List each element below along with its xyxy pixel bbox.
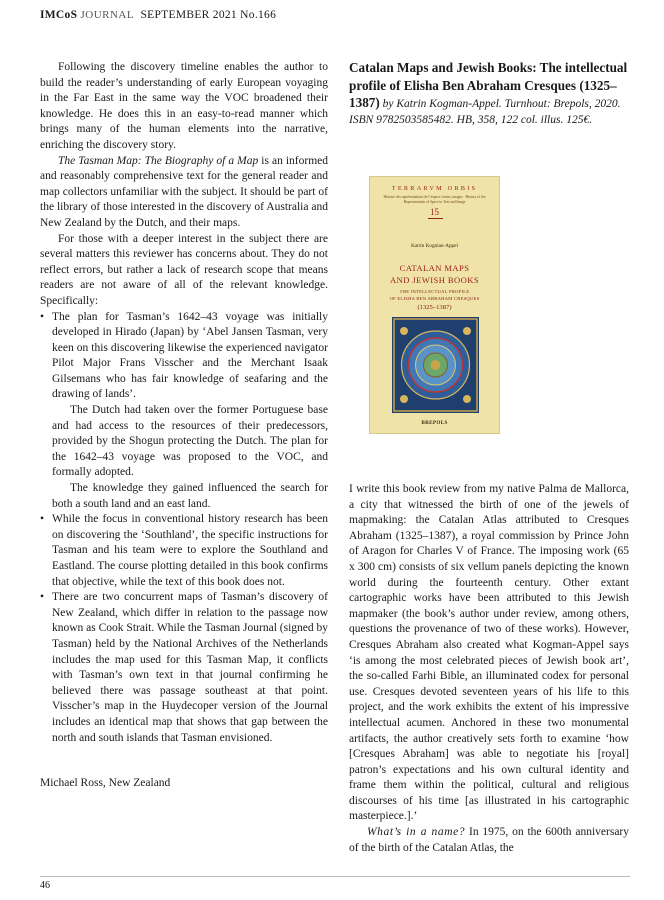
cover-illustration (392, 317, 479, 413)
cover-volume: 15 (430, 207, 439, 217)
corner-ornament (463, 327, 471, 335)
page-number: 46 (40, 880, 50, 891)
bullet-item (40, 590, 328, 746)
issue-label: SEPTEMBER 2021 No.166 (140, 9, 277, 21)
paragraph: I write this book review from my native Palma de Mallorca, a city that witnessed the birth of one of the jewels of mapmaking: the Catalan Atlas attributed to Cresques Abraham (1325–1387), a royal commission by Prince John of Aragon for Charles V of France. The imposing work (65 x 300 cm) consists of six vellum panels depicting the known world during the fourteenth century. Other extant cartographic works have been attributed to this Jewish mapmaker (the book’s author under review, among others, questions the provenance of two of these works). However, Cresques Abraham also created what Kogman-Appel says ‘is among the most celebrated pieces of Jewish book art’, the so-called Farhi Bible, an illuminated codex for personal use. Cresques devoted seventeen years of his life to this project, and the work exhibits the extent of his impressive intellectual acumen. Anchored in these two monumental artifacts, the author creatively sets forth to examine ‘how [Cresques Abraham] was able to negotiate his [royal] patron’s expectations and his own cultural identity and frame them within the political, cultural and religious discourses of his time [as illustrated in his cartographic masterpiece.].’ (349, 483, 629, 823)
bullet-icon: • (40, 591, 45, 604)
section-lead: What’s in a name? (367, 826, 466, 839)
bullet-text: While the focus in conventional history research has been on discovering the ‘Southland’, the specific instructions for Tasman and his team were to explore the Southland and Eastland. The course plotting detailed in this book confirms that objective, while the text of this book does not. (52, 513, 328, 588)
cover-divider (428, 218, 443, 219)
journal-label: JOURNAL (80, 9, 135, 21)
paragraph: For those with a deeper interest in the subject there are several matters this reviewer has concerns about. They do not reflect errors, but rather a lack of research scope that means readers are not aware of all of the relevant knowledge. Specifically: (40, 232, 328, 307)
right-column (349, 482, 629, 856)
bullet-item (40, 310, 328, 404)
left-column (40, 60, 328, 792)
cover-subtitle-line: THE INTELLECTUAL PROFILE (399, 289, 470, 294)
corner-ornament (400, 395, 408, 403)
cover-author: Katrin Kogman-Appel (411, 243, 458, 249)
footer-divider (40, 876, 630, 877)
bullet-icon: • (40, 513, 45, 526)
corner-ornament (463, 395, 471, 403)
cover-series: TERRARVM ORBIS (391, 185, 478, 192)
paragraph (40, 154, 328, 232)
cover-subtitle-line: OF ELISHA BEN ABRAHAM CRESQUES (389, 296, 480, 301)
book-title: The Tasman Map: The Biography of a Map (58, 154, 259, 167)
cover-series-subtitle: Histoire des représentations de l’espace: textes, images · History of the Representation of Space in Text and Image (383, 195, 486, 204)
review-meta: by Katrin Kogman-Appel. Turnhout: Brepols, 2020. ISBN 9782503585482. HB, 358, 122 col. illus. 125€. (349, 98, 621, 126)
bullet-item (40, 512, 328, 590)
book-cover-image (369, 176, 500, 434)
bullet-text: The plan for Tasman’s 1642–43 voyage was initially developed in Hirado (Japan) by ‘Abel Jansen Tasman, very keen on this discovering likewise the experienced navigator Pilot Major Frans Visscher and the Merchant Isaak Gilsemans who has fair knowledge of seafaring and the drawing of lands’. (52, 310, 328, 401)
paragraph: The knowledge they gained influenced the search for both a south land and an east land. (52, 482, 328, 510)
journal-brand: IMCoS (40, 9, 78, 21)
corner-ornament (400, 327, 408, 335)
paragraph: Following the discovery timeline enables the author to build the reader’s understanding of early European voyaging in the Far East in the same way the VOC broadened their knowledge. He does this in an easy-to-read manner which brings many of the human elements into the narrative, enriching the discovery story. (40, 61, 328, 151)
paragraph-text: In 1975, on the 600th anniversary of the birth of the Catalan Atlas, the (349, 826, 629, 854)
review-heading (349, 60, 629, 128)
reviewer-signature: Michael Ross, New Zealand (40, 777, 171, 790)
cover-dates: (1325–1387) (417, 304, 452, 311)
bullet-text: There are two concurrent maps of Tasman’s discovery of New Zealand, which differ in relation to the passage now known as Cook Strait. While the Tasman Journal (signed by Tasman) held by the National Archives of the Netherlands includes the map used for this Tasman Map, it conflicts with Tasman’s own text in that journal confirming he believed there was passage southeast at that point. Visscher’s map in the Huydecoper version of the Journal includes an identical map that shows that gap between the north and south islands that Tasman envisioned. (52, 591, 329, 744)
cover-title-line: CATALAN MAPS (399, 263, 470, 273)
bullet-icon: • (40, 310, 45, 323)
center-figure (431, 360, 441, 370)
review-title: Catalan Maps and Jewish Books: The intellectual profile of Elisha Ben Abraham Cresques (1325–1387) (349, 60, 628, 111)
running-header (40, 9, 276, 29)
review-heading-text (349, 60, 629, 128)
paragraph-text: is an informed and reasonably comprehensive text for the general reader and map collectors unfamiliar with the subject. It should be part of the library of those interested in the discovery of Australia and New Zealand by the Dutch, and their maps. (40, 154, 328, 229)
cover-title-line: AND JEWISH BOOKS (390, 275, 479, 285)
paragraph: The Dutch had taken over the former Portuguese base and had access to the resources of their predecessors, provided by the Shogun protecting the Dutch. The plan for the 1642–43 voyage was proposed to the VOC, and formally adopted. (52, 404, 328, 479)
paragraph (349, 825, 629, 856)
cover-publisher: BREPOLS (421, 420, 448, 426)
